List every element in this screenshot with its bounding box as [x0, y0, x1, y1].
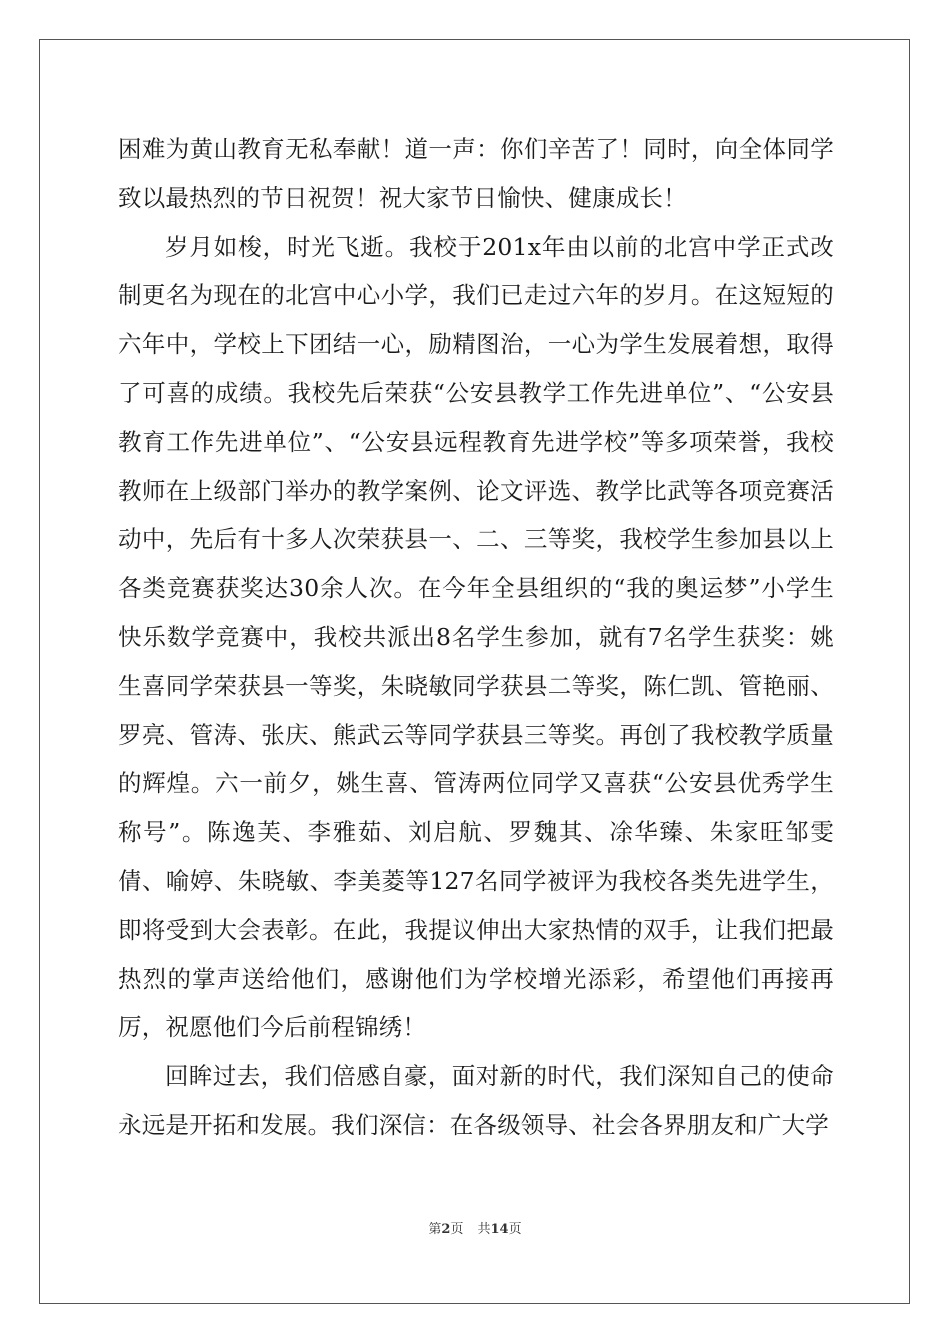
total-prefix: 共: [477, 1222, 491, 1237]
paragraph-1: 困难为黄山教育无私奉献！道一声：你们辛苦了！同时，向全体同学致以最热烈的节日祝贺！祝大家节日愉快、健康成长！: [118, 135, 834, 212]
total-pages: 14: [490, 1222, 509, 1237]
paragraph-2: 岁月如梭，时光飞逝。我校于201x年由以前的北宫中学正式改制更名为现在的北宫中心小学，我们已走过六年的岁月。在这短短的六年中，学校上下团结一心，励精图治，一心为学生发展着想，取得了可喜的成绩。我校先后荣获“公安县教学工作先进单位”、“公安县教育工作先进单位”、“公安县远程教育先进学校”等多项荣誉，我校教师在上级部门举办的教学案例、论文评选、教学比武等各项竞赛活动中，先后有十多人次荣获县一、二、三等奖，我校学生参加县以上各类竞赛获奖达30余人次。在今年全县组织的“我的奥运梦”小学生快乐数学竞赛中，我校共派出8名学生参加，就有7名学生获奖：姚生喜同学荣获县一等奖，朱晓敏同学获县二等奖，陈仁凯、管艳丽、罗亮、管涛、张庆、熊武云等同学获县三等奖。再创了我校教学质量的辉煌。六一前夕，姚生喜、管涛两位同学又喜获“公安县优秀学生称号”。陈逸芙、李雅茹、刘启航、罗魏其、凃华臻、朱家旺邹雯倩、喻婷、朱晓敏、李美菱等127名同学被评为我校各类先进学生，即将受到大会表彰。在此，我提议伸出大家热情的双手，让我们把最热烈的掌声送给他们，感谢他们为学校增光添彩，希望他们再接再厉，祝愿他们今后前程锦绣！: [118, 232, 834, 1042]
total-suffix: 页: [508, 1222, 522, 1237]
document-body: [118, 125, 834, 1150]
page-suffix: 页: [450, 1222, 464, 1237]
page-footer: [0, 1218, 950, 1237]
page-number: 2: [441, 1222, 451, 1237]
page-prefix: 第: [428, 1222, 442, 1237]
paragraph-3: 回眸过去，我们倍感自豪，面对新的时代，我们深知自己的使命永远是开拓和发展。我们深信：在各级领导、社会各界朋友和广大学: [118, 1062, 834, 1139]
